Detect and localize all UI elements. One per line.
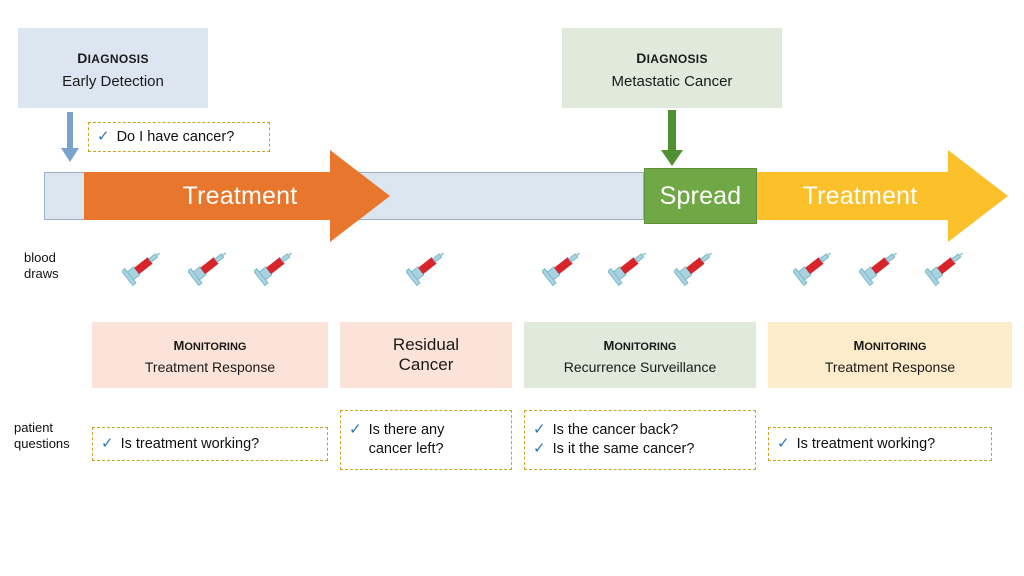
monitoring-title: monitoring [853,333,927,355]
blood-draws-label-line2: draws [24,266,59,282]
arrow-down-icon [56,112,84,164]
question-text: Is treatment working? [120,435,260,452]
diagnosis-title: diagnosis [636,45,708,68]
timeline-segment-spread [644,168,757,224]
diagnosis-title: diagnosis [77,45,149,68]
check-icon: ✓ [101,434,114,452]
check-icon: ✓ [777,434,790,452]
monitoring-box-residual-cancer [340,322,512,388]
question-text: Do I have cancer? [116,128,235,145]
question-item [533,421,747,440]
syringe-icon [925,243,967,289]
syringe-icon [254,243,296,289]
question-box-treatment-working-2 [768,427,992,461]
monitoring-title: monitoring [603,333,677,355]
question-text: Is treatment working? [796,435,936,452]
monitoring-title: monitoring [173,333,247,355]
question-box-recurrence [524,410,756,470]
timeline-segment-label: Spread [659,181,742,210]
check-icon: ✓ [533,440,546,457]
question-item [349,421,503,459]
syringe-icon [122,243,164,289]
question-text: cancer left? [368,441,444,457]
diagnosis-subtitle: Early Detection [62,72,164,90]
timeline-segment-label: Treatment [182,182,298,210]
question-item [97,128,261,147]
question-item [533,440,747,459]
monitoring-subtitle: Treatment Response [144,358,276,375]
diagnosis-box-early-detection [18,28,208,108]
monitoring-box-treatment-response-1 [92,322,328,388]
timeline-segment-label: Treatment [802,182,918,210]
patient-questions-label-line1: patient [14,420,54,435]
patient-questions-label-line2: questions [14,436,70,452]
check-icon: ✓ [533,421,546,439]
syringe-icon [793,243,835,289]
syringe-icon [859,243,901,289]
question-box-residual-cancer [340,410,512,470]
check-icon: ✓ [97,127,110,145]
syringe-icon [542,243,584,289]
monitoring-title: Residual [392,334,460,354]
syringe-icon [674,243,716,289]
question-item [101,435,319,454]
diagnosis-box-metastatic-cancer [562,28,782,108]
check-icon: ✓ [349,421,362,439]
question-text: Is the cancer back? [552,422,679,439]
arrow-down-icon [657,110,687,168]
blood-draws-label-line1: blood [24,250,56,265]
monitoring-subtitle: Treatment Response [824,358,956,375]
patient-questions-label [14,420,92,453]
question-item [777,435,983,454]
syringe-icon [608,243,650,289]
monitoring-subtitle: Recurrence Surveillance [563,358,717,375]
monitoring-box-treatment-response-2 [768,322,1012,388]
question-text: Is it the same cancer? [552,441,695,457]
monitoring-box-recurrence-surveillance [524,322,756,388]
question-box-treatment-working-1 [92,427,328,461]
blood-draws-label [24,250,84,283]
diagnosis-subtitle: Metastatic Cancer [611,72,733,90]
monitoring-subtitle: Cancer [398,355,454,374]
question-box-top [88,122,270,152]
question-text: Is there any [368,422,445,439]
syringe-icon [188,243,230,289]
syringe-icon [406,243,448,289]
